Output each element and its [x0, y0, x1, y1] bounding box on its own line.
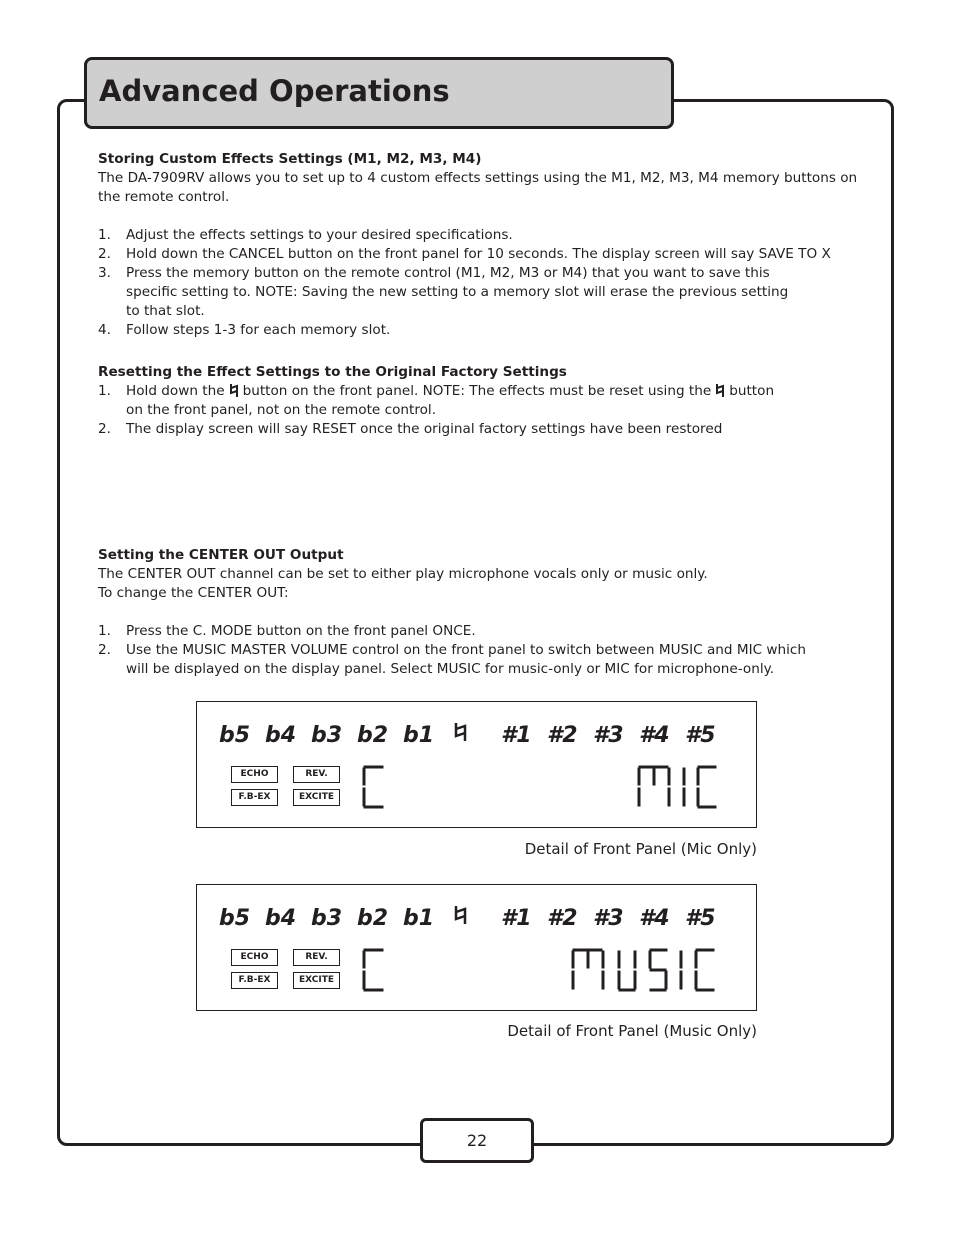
echo-label: ECHO — [231, 766, 278, 783]
key-label: #2 — [547, 906, 578, 931]
key-label: #5 — [685, 723, 716, 748]
key-label: b2 — [357, 906, 389, 931]
key-label: b5 — [219, 906, 251, 931]
list-item: 1. Press the C. MODE button on the front panel ONCE. — [98, 623, 476, 639]
caption-mic: Detail of Front Panel (Mic Only) — [524, 840, 757, 858]
list-item: 1. Hold down the button on the front panel. NOTE: The effects must be reset using the button on the front panel, not on the remote control. — [98, 383, 775, 418]
key-label: b5 — [219, 723, 251, 748]
key-label: #2 — [547, 723, 578, 748]
caption-music: Detail of Front Panel (Music Only) — [507, 1022, 757, 1040]
list-item: 2. The display screen will say RESET once the original factory settings have been restored — [98, 421, 723, 437]
list-item: 1. Adjust the effects settings to your desired specifications. — [98, 227, 513, 243]
key-label: b1 — [403, 723, 435, 748]
natural-sign-icon — [715, 384, 725, 396]
key-label: #4 — [639, 906, 670, 931]
natural-sign-icon — [453, 905, 501, 931]
title-tab — [84, 57, 674, 129]
key-row — [219, 905, 716, 931]
key-label: #5 — [685, 906, 716, 931]
key-label: #3 — [593, 906, 624, 931]
key-label: b1 — [403, 906, 435, 931]
list-item: 2. Hold down the CANCEL button on the front panel for 10 seconds. The display screen will say SAVE TO X — [98, 246, 831, 262]
rev-label: REV. — [293, 766, 340, 783]
list-item: 4. Follow steps 1-3 for each memory slot. — [98, 322, 391, 338]
key-label: #1 — [501, 723, 532, 748]
key-row — [219, 722, 716, 748]
list-item: 3. Press the memory button on the remote control (M1, M2, M3 or M4) that you want to save this specific setting to. NOTE: Saving the new setting to a memory slot will erase the previous setting to that slot. — [98, 265, 789, 319]
segment-display-mic — [357, 762, 747, 812]
excite-label: EXCITE — [293, 789, 340, 806]
key-label: b2 — [357, 723, 389, 748]
front-panel-mic — [196, 701, 757, 828]
rev-label: REV. — [293, 949, 340, 966]
fbex-label: F.B-EX — [231, 972, 278, 989]
content — [98, 150, 863, 679]
page-number: 22 — [420, 1118, 534, 1163]
list-item: 2. Use the MUSIC MASTER VOLUME control on the front panel to switch between MUSIC and MIC which will be displayed on the display panel. Select MUSIC for music-only or MIC for microphone-only. — [98, 642, 807, 677]
front-panel-music — [196, 884, 757, 1011]
excite-label: EXCITE — [293, 972, 340, 989]
key-label: b3 — [311, 906, 343, 931]
resetting-steps — [98, 382, 863, 439]
key-label: b4 — [265, 723, 297, 748]
section-intro-storing: The DA-7909RV allows you to set up to 4 custom effects settings using the M1, M2, M3, M4 memory buttons on the remote control. — [98, 170, 858, 205]
page-title: Advanced Operations — [99, 74, 450, 108]
section-heading-center-out: Setting the CENTER OUT Output — [98, 547, 344, 563]
section-heading-resetting: Resetting the Effect Settings to the Original Factory Settings — [98, 364, 567, 380]
key-label: b3 — [311, 723, 343, 748]
key-label: b4 — [265, 906, 297, 931]
storing-steps — [98, 226, 863, 340]
center-out-steps — [98, 622, 863, 679]
key-label: #4 — [639, 723, 670, 748]
key-label: #1 — [501, 906, 532, 931]
echo-label: ECHO — [231, 949, 278, 966]
section-heading-storing: Storing Custom Effects Settings (M1, M2, M3, M4) — [98, 151, 482, 167]
section-intro-center-out: The CENTER OUT channel can be set to either play microphone vocals only or music only. — [98, 566, 708, 582]
fbex-label: F.B-EX — [231, 789, 278, 806]
key-label: #3 — [593, 723, 624, 748]
segment-display-music — [357, 945, 747, 995]
section-intro-center-out-2: To change the CENTER OUT: — [98, 585, 289, 601]
natural-sign-icon — [453, 722, 501, 748]
natural-sign-icon — [229, 384, 239, 396]
